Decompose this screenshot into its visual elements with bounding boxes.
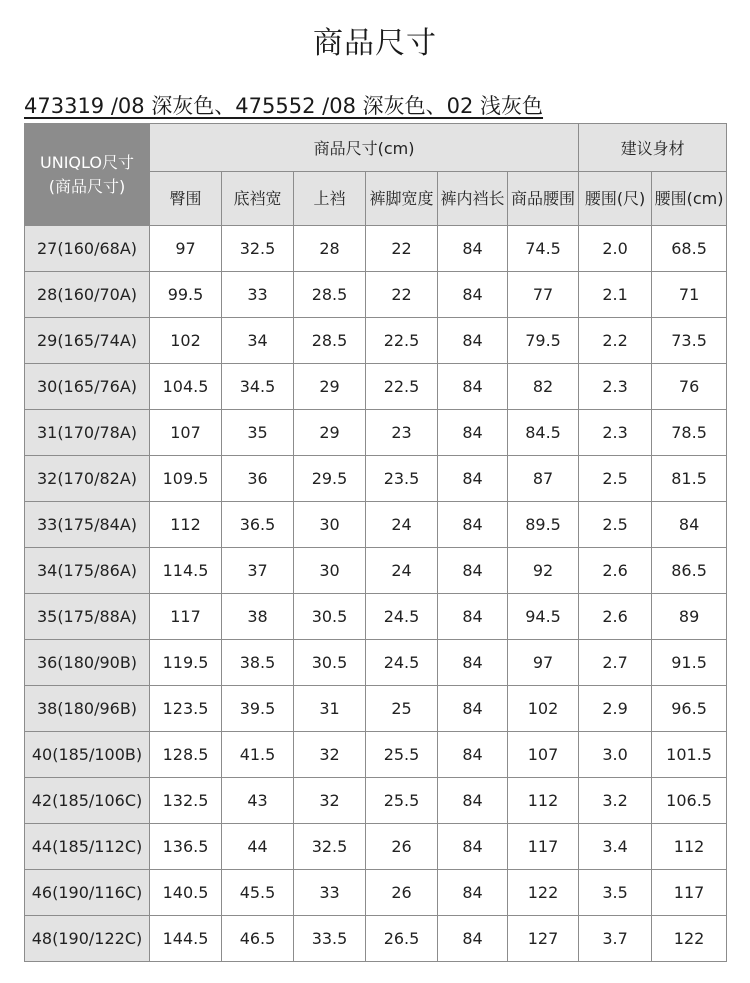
measurement-cell: 26 (366, 824, 438, 870)
measurement-cell: 35 (222, 410, 294, 456)
measurement-cell: 32 (294, 778, 366, 824)
measurement-cell: 102 (508, 686, 579, 732)
size-label-cell: 48(190/122C) (25, 916, 150, 962)
measurement-cell: 114.5 (150, 548, 222, 594)
measurement-cell: 106.5 (652, 778, 727, 824)
size-label-cell: 40(185/100B) (25, 732, 150, 778)
measurement-cell: 84 (438, 548, 508, 594)
measurement-cell: 30.5 (294, 640, 366, 686)
measurement-cell: 78.5 (652, 410, 727, 456)
table-row (25, 824, 727, 870)
measurement-cell: 30.5 (294, 594, 366, 640)
measurement-cell: 112 (508, 778, 579, 824)
table-row (25, 502, 727, 548)
measurement-cell: 31 (294, 686, 366, 732)
measurement-cell: 71 (652, 272, 727, 318)
measurement-cell: 28.5 (294, 272, 366, 318)
measurement-cell: 123.5 (150, 686, 222, 732)
size-label-cell: 33(175/84A) (25, 502, 150, 548)
measurement-cell: 41.5 (222, 732, 294, 778)
measurement-cell: 26.5 (366, 916, 438, 962)
measurement-cell: 117 (508, 824, 579, 870)
measurement-cell: 97 (508, 640, 579, 686)
measurement-cell: 24 (366, 548, 438, 594)
measurement-cell: 84 (438, 272, 508, 318)
measurement-cell: 43 (222, 778, 294, 824)
measurement-cell: 84.5 (508, 410, 579, 456)
measurement-cell: 84 (438, 778, 508, 824)
measurement-cell: 96.5 (652, 686, 727, 732)
measurement-cell: 122 (508, 870, 579, 916)
measurement-cell: 34.5 (222, 364, 294, 410)
measurement-cell: 84 (438, 410, 508, 456)
size-label-cell: 28(160/70A) (25, 272, 150, 318)
measurement-cell: 2.5 (579, 502, 652, 548)
measurement-cell: 84 (438, 364, 508, 410)
measurement-cell: 3.7 (579, 916, 652, 962)
column-header: 臀围 (150, 172, 222, 226)
measurement-cell: 84 (438, 502, 508, 548)
size-label-cell: 35(175/88A) (25, 594, 150, 640)
measurement-cell: 86.5 (652, 548, 727, 594)
measurement-cell: 117 (652, 870, 727, 916)
table-row (25, 732, 727, 778)
size-header-line2: (商品尺寸) (48, 176, 126, 196)
measurement-cell: 84 (438, 686, 508, 732)
measurement-cell: 39.5 (222, 686, 294, 732)
measurement-cell: 34 (222, 318, 294, 364)
measurement-cell: 29.5 (294, 456, 366, 502)
measurement-cell: 25.5 (366, 778, 438, 824)
measurement-cell: 84 (438, 594, 508, 640)
measurement-cell: 87 (508, 456, 579, 502)
size-label-cell: 34(175/86A) (25, 548, 150, 594)
measurement-cell: 2.6 (579, 548, 652, 594)
measurement-cell: 24 (366, 502, 438, 548)
measurement-cell: 2.6 (579, 594, 652, 640)
measurement-cell: 38.5 (222, 640, 294, 686)
measurement-cell: 84 (438, 640, 508, 686)
measurement-cell: 128.5 (150, 732, 222, 778)
measurement-cell: 84 (438, 456, 508, 502)
measurement-cell: 82 (508, 364, 579, 410)
measurement-cell: 89 (652, 594, 727, 640)
table-row (25, 916, 727, 962)
table-row (25, 226, 727, 272)
measurement-cell: 2.5 (579, 456, 652, 502)
size-label-cell: 38(180/96B) (25, 686, 150, 732)
page-title: 商品尺寸 (313, 26, 437, 61)
measurement-cell: 36.5 (222, 502, 294, 548)
table-row (25, 686, 727, 732)
measurement-cell: 32.5 (294, 824, 366, 870)
measurement-cell: 84 (438, 916, 508, 962)
measurement-cell: 84 (438, 226, 508, 272)
measurement-cell: 127 (508, 916, 579, 962)
table-row (25, 870, 727, 916)
measurement-cell: 73.5 (652, 318, 727, 364)
measurement-cell: 22.5 (366, 318, 438, 364)
measurement-cell: 2.2 (579, 318, 652, 364)
table-row (25, 456, 727, 502)
measurement-cell: 132.5 (150, 778, 222, 824)
table-row (25, 318, 727, 364)
measurement-cell: 77 (508, 272, 579, 318)
size-label-cell: 36(180/90B) (25, 640, 150, 686)
measurement-cell: 107 (508, 732, 579, 778)
measurement-cell: 24.5 (366, 640, 438, 686)
measurement-cell: 76 (652, 364, 727, 410)
measurement-cell: 26 (366, 870, 438, 916)
measurement-cell: 2.9 (579, 686, 652, 732)
table-row (25, 594, 727, 640)
measurement-cell: 28 (294, 226, 366, 272)
measurement-cell: 46.5 (222, 916, 294, 962)
measurement-cell: 84 (438, 318, 508, 364)
measurement-cell: 91.5 (652, 640, 727, 686)
measurement-cell: 112 (652, 824, 727, 870)
measurement-cell: 3.0 (579, 732, 652, 778)
column-header: 腰围(cm) (652, 172, 727, 226)
measurement-cell: 122 (652, 916, 727, 962)
recommended-body-group-header: 建议身材 (579, 124, 727, 172)
measurement-cell: 68.5 (652, 226, 727, 272)
measurement-cell: 84 (652, 502, 727, 548)
table-row (25, 640, 727, 686)
measurement-cell: 84 (438, 870, 508, 916)
measurement-cell: 38 (222, 594, 294, 640)
measurement-cell: 2.1 (579, 272, 652, 318)
size-header-corner (25, 124, 150, 226)
measurement-cell: 22 (366, 226, 438, 272)
size-header-line1: UNIQLO尺寸 (40, 152, 134, 172)
measurement-cell: 99.5 (150, 272, 222, 318)
measurement-cell: 29 (294, 364, 366, 410)
measurement-cell: 25.5 (366, 732, 438, 778)
measurement-cell: 32 (294, 732, 366, 778)
measurement-cell: 104.5 (150, 364, 222, 410)
column-header: 裤脚宽度 (366, 172, 438, 226)
measurement-cell: 3.2 (579, 778, 652, 824)
measurement-cell: 3.4 (579, 824, 652, 870)
column-header: 商品腰围 (508, 172, 579, 226)
measurement-cell: 84 (438, 732, 508, 778)
measurement-cell: 144.5 (150, 916, 222, 962)
measurement-cell: 22.5 (366, 364, 438, 410)
measurement-cell: 119.5 (150, 640, 222, 686)
measurement-cell: 107 (150, 410, 222, 456)
measurement-cell: 30 (294, 548, 366, 594)
size-label-cell: 44(185/112C) (25, 824, 150, 870)
product-codes-subtitle: 473319 /08 深灰色、475552 /08 深灰色、02 浅灰色 (24, 94, 544, 118)
measurement-cell: 25 (366, 686, 438, 732)
measurement-cell: 23.5 (366, 456, 438, 502)
measurement-cell: 97 (150, 226, 222, 272)
measurement-cell: 33.5 (294, 916, 366, 962)
measurement-cell: 2.3 (579, 410, 652, 456)
measurement-cell: 45.5 (222, 870, 294, 916)
measurement-cell: 136.5 (150, 824, 222, 870)
measurement-cell: 79.5 (508, 318, 579, 364)
size-rows (25, 226, 727, 962)
size-label-cell: 27(160/68A) (25, 226, 150, 272)
table-row (25, 548, 727, 594)
measurement-cell: 32.5 (222, 226, 294, 272)
measurement-cell: 3.5 (579, 870, 652, 916)
measurement-cell: 81.5 (652, 456, 727, 502)
measurement-cell: 109.5 (150, 456, 222, 502)
measurement-cell: 92 (508, 548, 579, 594)
measurement-cell: 101.5 (652, 732, 727, 778)
measurement-cell: 2.7 (579, 640, 652, 686)
measurement-cell: 33 (222, 272, 294, 318)
product-size-group-header: 商品尺寸(cm) (150, 124, 579, 172)
column-header: 腰围(尺) (579, 172, 652, 226)
table-row (25, 410, 727, 456)
measurement-cell: 89.5 (508, 502, 579, 548)
measurement-cell: 2.3 (579, 364, 652, 410)
size-label-cell: 31(170/78A) (25, 410, 150, 456)
measurement-cell: 37 (222, 548, 294, 594)
table-row (25, 364, 727, 410)
measurement-cell: 36 (222, 456, 294, 502)
measurement-cell: 28.5 (294, 318, 366, 364)
size-label-cell: 32(170/82A) (25, 456, 150, 502)
size-label-cell: 42(185/106C) (25, 778, 150, 824)
measurement-cell: 29 (294, 410, 366, 456)
measurement-cell: 84 (438, 824, 508, 870)
measurement-cell: 74.5 (508, 226, 579, 272)
size-table (24, 123, 727, 962)
measurement-cell: 44 (222, 824, 294, 870)
column-header: 上裆 (294, 172, 366, 226)
size-label-cell: 30(165/76A) (25, 364, 150, 410)
measurement-cell: 22 (366, 272, 438, 318)
table-row (25, 272, 727, 318)
size-label-cell: 46(190/116C) (25, 870, 150, 916)
measurement-cell: 94.5 (508, 594, 579, 640)
measurement-cell: 117 (150, 594, 222, 640)
column-header: 底裆宽 (222, 172, 294, 226)
measurement-cell: 23 (366, 410, 438, 456)
column-header: 裤内裆长 (438, 172, 508, 226)
measurement-cell: 112 (150, 502, 222, 548)
measurement-cell: 33 (294, 870, 366, 916)
measurement-cell: 2.0 (579, 226, 652, 272)
measurement-cell: 102 (150, 318, 222, 364)
measurement-cell: 140.5 (150, 870, 222, 916)
measurement-cell: 24.5 (366, 594, 438, 640)
size-label-cell: 29(165/74A) (25, 318, 150, 364)
table-row (25, 778, 727, 824)
measurement-cell: 30 (294, 502, 366, 548)
